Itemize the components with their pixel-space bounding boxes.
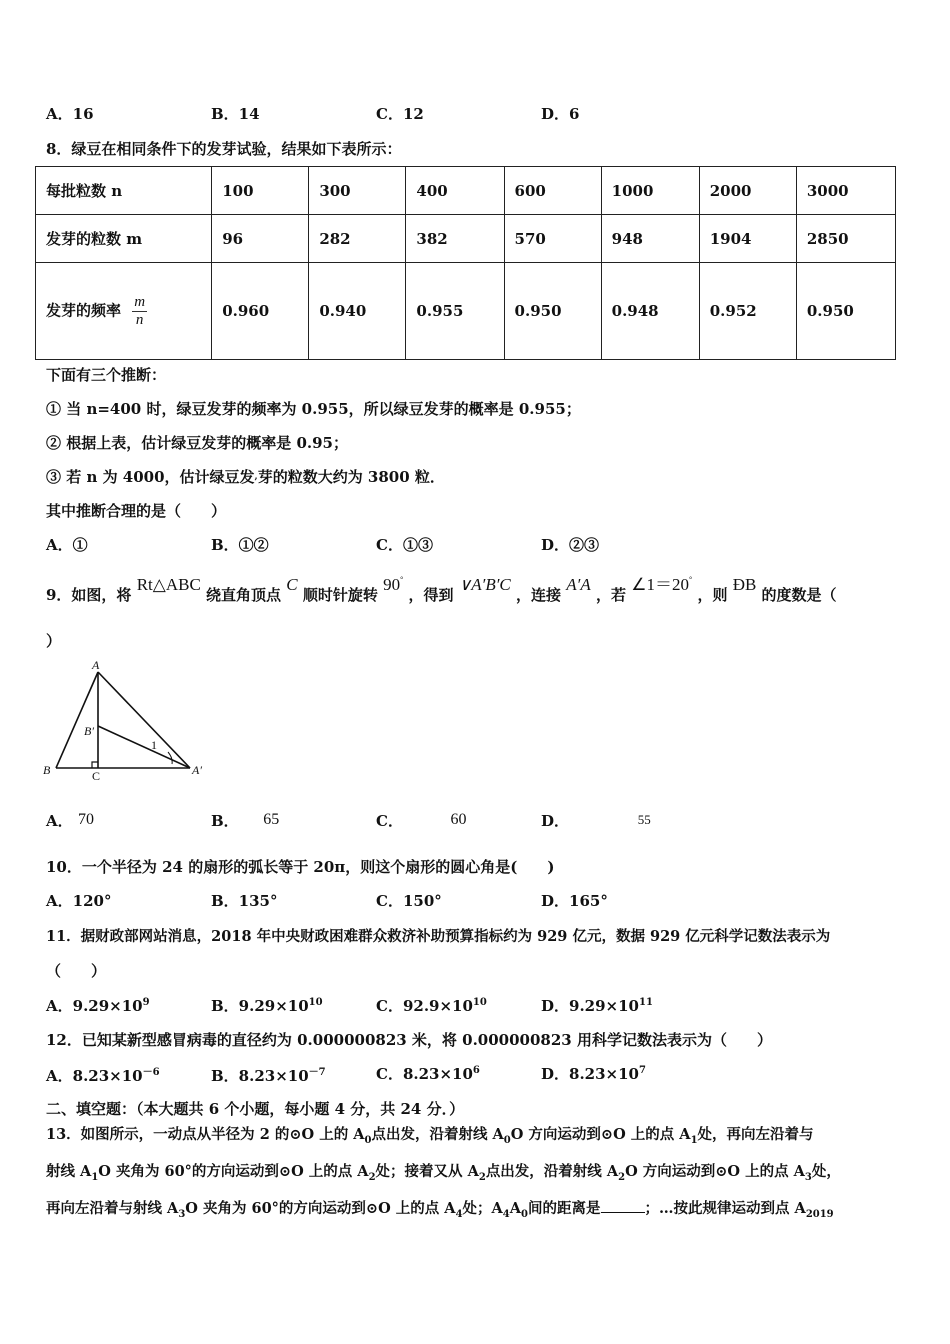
answer-blank[interactable] <box>601 1198 645 1213</box>
label-a-prime: A′ <box>192 763 202 777</box>
q7-option-c: C．12 <box>376 105 424 123</box>
table-row <box>36 215 896 263</box>
segment-ab <box>56 672 98 768</box>
table-cell: 0.948 <box>601 263 699 360</box>
q7-option-d: D．6 <box>541 105 580 123</box>
q12-option-b: B．$8.23\times 10^{-7}$ <box>211 1067 326 1085</box>
fraction-denominator: n <box>135 311 144 328</box>
q9-math-angle1: ∠1＝20 <box>631 575 689 594</box>
q8-statement-3a: ③ 若 n 为 4000，估计绿豆发 <box>46 468 255 486</box>
q9-text: 绕直角顶点 <box>206 586 282 604</box>
frequency-label: 发芽的频率 <box>46 301 122 319</box>
q8-statement-1: ① 当 n=400 时，绿豆发芽的频率为 0.955，所以绿豆发芽的概率是 0.955； <box>46 400 581 418</box>
table-cell: 600 <box>504 167 601 215</box>
row-label-n: 每批粒数 n <box>36 167 212 215</box>
label-angle-1: 1 <box>151 738 157 752</box>
table-cell: 300 <box>309 167 406 215</box>
table-cell: 382 <box>406 215 504 263</box>
q11-stem: 11．据财政部网站消息，2018 年中央财政困难群众救济补助预算指标约为 929 亿元，数据 929 亿元科学记数法表示为 <box>46 928 831 945</box>
q10-option-c: C．150° <box>376 892 442 910</box>
q9-text: ，连接 <box>516 586 562 604</box>
q13-line-3: 再向左沿着与射线 $A_3O$ 夹角为 60°的方向运动到⊙O 上的点 $A_4$处；$A_4A_0$间的距离是 ；…按此规律运动到点 $A_{2019}$ <box>46 1200 834 1220</box>
q11-option-c: C．$92.9\times 10^{10}$ <box>376 997 487 1015</box>
q8-option-b: B．①② <box>211 536 269 554</box>
rotation-figure <box>40 658 215 783</box>
q9-text: 9．如图，将 <box>46 586 132 604</box>
q7-options <box>46 103 906 125</box>
table-cell: 0.960 <box>212 263 309 360</box>
q11-options <box>46 995 906 1017</box>
table-cell: 96 <box>212 215 309 263</box>
q11-paren: （ ） <box>46 962 107 980</box>
table-cell: 282 <box>309 215 406 263</box>
q8-option-d: D．②③ <box>541 536 600 554</box>
q9-stem <box>46 575 837 605</box>
segment-aa-prime <box>98 672 190 768</box>
table-cell: 3000 <box>796 167 895 215</box>
q13-line-1: 13．如图所示，一动点从半径为 2 的⊙O 上的 $A_0$点出发，沿着射线 $A_0O$ 方向运动到⊙O 上的点 $A_1$处，再向左沿着与 <box>46 1126 814 1146</box>
q9-option-b-value: 65 <box>263 811 280 828</box>
q12-stem: 12．已知某新型感冒病毒的直径约为 0.000000823 米，将 0.000000823 用科学记数法表示为（ ） <box>46 1031 772 1049</box>
q11-option-a: A．$9.29\times 10^9$ <box>46 997 150 1015</box>
q9-option-d: D． <box>541 812 570 830</box>
label-c: C <box>92 769 101 783</box>
label-b: B <box>43 763 51 777</box>
q8-statement-3 <box>46 466 445 487</box>
q9-math-angle-b: ÐB <box>732 575 757 594</box>
table-cell: 570 <box>504 215 601 263</box>
table-cell: 1904 <box>699 215 796 263</box>
segment-b-prime-a-prime <box>98 726 190 768</box>
q12-options <box>46 1063 906 1085</box>
section-2-heading: 二、填空题：（本大题共 6 个小题，每小题 4 分，共 24 分．） <box>46 1100 465 1118</box>
q9-math-aa: A′A <box>566 575 591 594</box>
q9-text: 顺时针旋转 <box>302 586 378 604</box>
table-cell: 0.950 <box>796 263 895 360</box>
q8-stem: 8．绿豆在相同条件下的发芽试验，结果如下表所示： <box>46 140 402 158</box>
q10-stem: 10．一个半径为 24 的扇形的弧长等于 20π，则这个扇形的圆心角是( ) <box>46 858 555 876</box>
q9-text: 的度数是（ <box>761 586 837 604</box>
q9-option-d-value: 55 <box>637 812 651 827</box>
q8-option-c: C．①③ <box>376 536 433 554</box>
table-cell: 948 <box>601 215 699 263</box>
right-angle-mark <box>92 762 98 768</box>
table-row <box>36 167 896 215</box>
q9-option-a-value: 70 <box>78 811 94 828</box>
q9-text: ，则 <box>697 586 728 604</box>
table-cell: 400 <box>406 167 504 215</box>
q9-math-triangle: ∨A′B′C <box>458 575 511 594</box>
q8-ask: 其中推断合理的是（ ） <box>46 502 227 520</box>
row-label-frequency <box>36 263 212 360</box>
q9-text: ，得到 <box>408 586 454 604</box>
speck-mark: , <box>254 472 258 482</box>
q7-option-b: B．14 <box>211 105 260 123</box>
q10-option-d: D．165° <box>541 892 608 910</box>
q9-option-a: A． <box>46 812 73 830</box>
q9-close-paren: ） <box>46 632 62 650</box>
table-row <box>36 263 896 360</box>
q11-option-b: B．$9.29\times 10^{10}$ <box>211 997 323 1015</box>
degree-mark: ° <box>689 575 693 584</box>
q12-option-c: C．$8.23\times 10^6$ <box>376 1065 480 1083</box>
q9-options <box>46 800 906 830</box>
label-b-prime: B′ <box>84 724 94 738</box>
table-cell: 2000 <box>699 167 796 215</box>
q8-options <box>46 534 906 556</box>
q8-option-a: A．① <box>46 536 88 554</box>
q13-line-2: 射线 $A_1O$ 夹角为 60°的方向运动到⊙O 上的点 $A_2$处；接着又从 $A_2$点出发，沿着射线 $A_2O$ 方向运动到⊙O 上的点 $A_3$处， <box>46 1163 841 1183</box>
q9-option-c-value: 60 <box>450 811 467 828</box>
q9-math-rt-abc: Rt△ABC <box>136 575 201 594</box>
table-cell: 0.940 <box>309 263 406 360</box>
q9-option-b: B． <box>211 812 239 830</box>
q9-math-c: C <box>286 575 298 594</box>
q9-option-c: C． <box>376 812 403 830</box>
q8-intro: 下面有三个推断： <box>46 366 167 384</box>
fraction-numerator: m <box>134 293 146 310</box>
q9-math-90: 90 <box>383 575 401 594</box>
q8-statement-3b: 芽的粒数大约为 3800 粒． <box>257 468 445 486</box>
q10-option-a: A．120° <box>46 892 112 910</box>
q7-option-a: A．16 <box>46 105 94 123</box>
table-cell: 1000 <box>601 167 699 215</box>
table-cell: 2850 <box>796 215 895 263</box>
q8-statement-2: ② 根据上表，估计绿豆发芽的概率是 0.95； <box>46 434 348 452</box>
label-a: A <box>92 658 100 672</box>
table-cell: 0.950 <box>504 263 601 360</box>
degree-mark: ° <box>400 575 404 584</box>
row-label-m: 发芽的粒数 m <box>36 215 212 263</box>
q12-option-a: A．$8.23\times 10^{-6}$ <box>46 1067 160 1085</box>
germination-table <box>35 166 896 360</box>
table-cell: 0.955 <box>406 263 504 360</box>
table-cell: 0.952 <box>699 263 796 360</box>
q9-text: ，若 <box>596 586 627 604</box>
q12-option-d: D．$8.23\times 10^7$ <box>541 1065 646 1083</box>
q11-option-d: D．$9.29\times 10^{11}$ <box>541 997 653 1015</box>
fraction-m-over-n <box>132 294 147 329</box>
q10-options <box>46 890 906 912</box>
table-cell: 100 <box>212 167 309 215</box>
q10-option-b: B．135° <box>211 892 278 910</box>
